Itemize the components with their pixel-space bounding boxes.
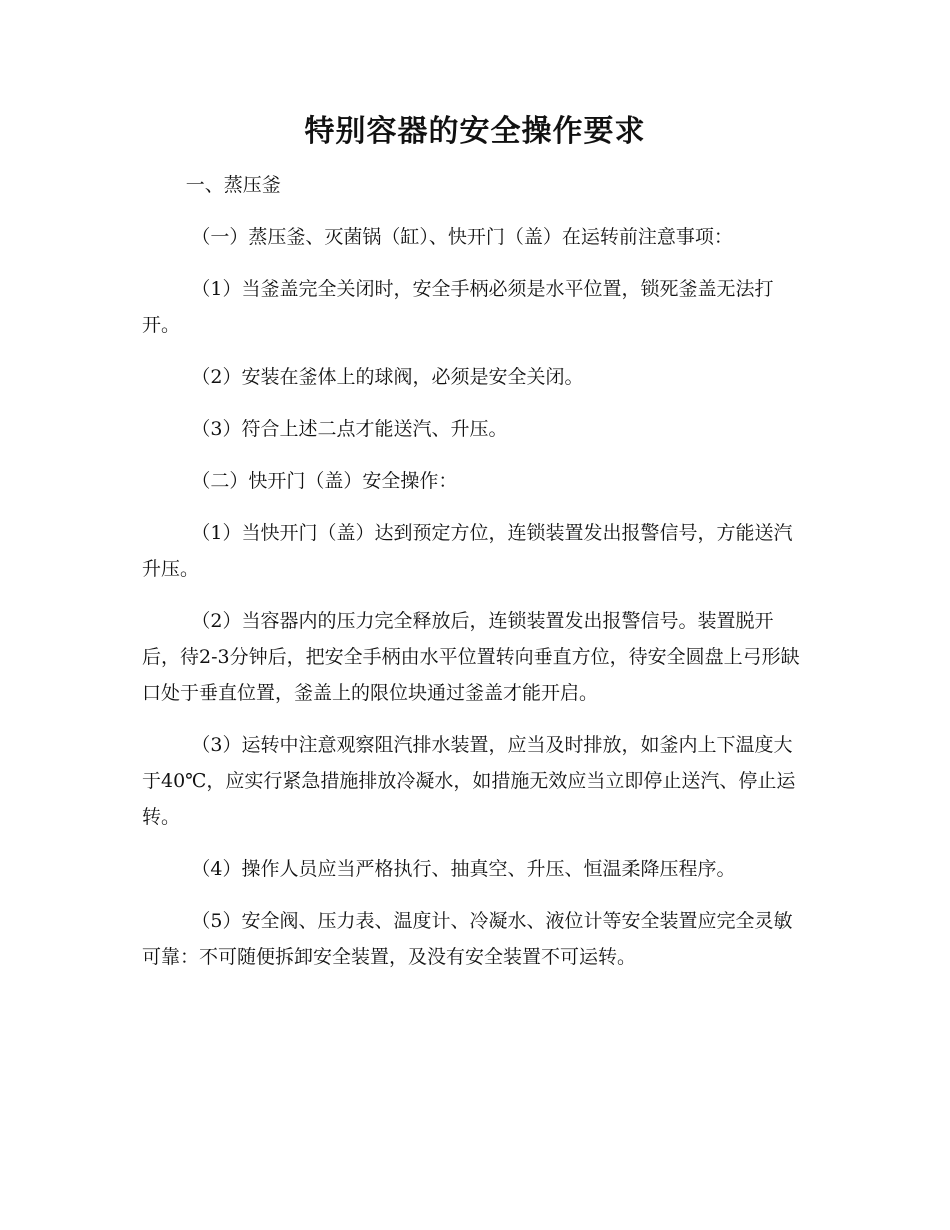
subsection-heading-quick-open: （二）快开门（盖）安全操作： <box>191 470 458 492</box>
document-title: 特别容器的安全操作要求 <box>304 114 646 149</box>
paragraph-item-3: （3）符合上述二点才能送汽、升压。 <box>191 418 508 440</box>
paragraph-quick-open-3: （3）运转中注意观察阻汽排水装置，应当及时排放，如釜内上下温度大于40℃，应实行紧急措施排放冷凝水，如措施无效应当立即停止送汽、停止运转。 <box>142 734 796 828</box>
paragraph-item-2: （2）安装在釜体上的球阀，必须是安全关闭。 <box>191 366 584 388</box>
document-body <box>142 167 806 991</box>
paragraph-quick-open-4: （4）操作人员应当严格执行、抽真空、升压、恒温柔降压程序。 <box>191 858 736 880</box>
paragraph-quick-open-5: （5）安全阀、压力表、温度计、冷凝水、液位计等安全装置应完全灵敏可靠：不可随便拆卸安全装置，及没有安全装置不可运转。 <box>142 910 793 968</box>
paragraph-item-1: （1）当釜盖完全关闭时，安全手柄必须是水平位置，锁死釜盖无法打开。 <box>142 278 774 336</box>
section-heading-autoclave: 一、蒸压釜 <box>185 174 281 196</box>
paragraph-quick-open-2: （2）当容器内的压力完全释放后，连锁装置发出报警信号。装置脱开后，待2-3分钟后，把安全手柄由水平位置转向垂直方位，待安全圆盘上弓形缺口处于垂直位置，釜盖上的限位块通过釜盖才能开启。 <box>142 610 800 704</box>
paragraph-quick-open-1: （1）当快开门（盖）达到预定方位，连锁装置发出报警信号，方能送汽升压。 <box>142 522 793 580</box>
subsection-heading-pre-operation: （一）蒸压釜、灭菌锅（缸）、快开门（盖）在运转前注意事项： <box>191 226 733 248</box>
